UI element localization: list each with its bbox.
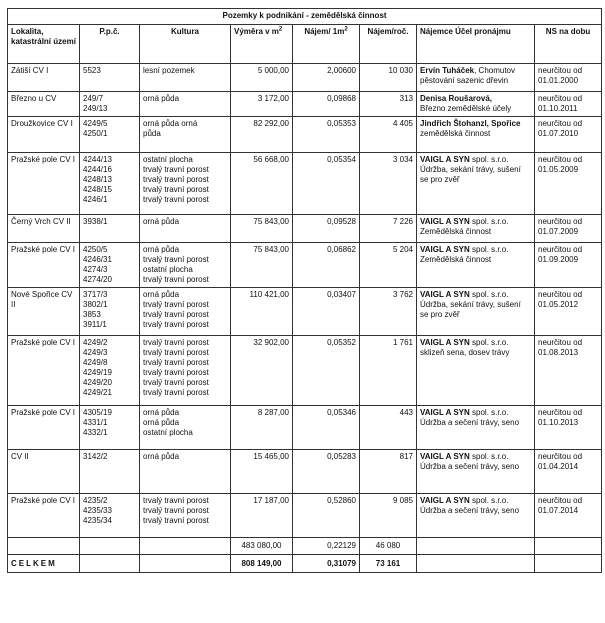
kultura-value: trvalý travní porost — [143, 496, 209, 505]
cell-najem-m2: 0,05346 — [293, 406, 360, 450]
kultura-value: trvalý travní porost — [143, 300, 209, 309]
cell-vymera: 75 843,00 — [231, 243, 293, 288]
kultura-value: trvalý travní porost — [143, 165, 209, 174]
cell-ppc — [80, 215, 140, 243]
cell-najemce — [417, 64, 535, 92]
kultura-value: trvalý travní porost — [143, 358, 209, 367]
ppc-value: 4235/33 — [83, 506, 112, 515]
cell-lokalita: Nové Spořice CV II — [8, 288, 80, 336]
land-lease-table — [7, 8, 602, 573]
cell-lokalita: Černý Vrch CV II — [8, 215, 80, 243]
cell-najem-roc: 5 204 — [360, 243, 417, 288]
cell-lokalita: Pražské pole CV I — [8, 153, 80, 215]
cell-najemce — [417, 92, 535, 117]
table-title: Pozemky k podnikání - zemědělská činnost — [8, 9, 602, 25]
kultura-value: půda — [143, 129, 161, 138]
subtotal-vymera: 483 080,00 — [231, 538, 293, 555]
najemce-name: VAIGL A SYN — [420, 408, 470, 417]
cell-ns: neurčitou od 01.07.2009 — [535, 215, 602, 243]
kultura-value: trvalý travní porost — [143, 185, 209, 194]
cell-najemce — [417, 215, 535, 243]
header-vymera: Výměra v $m^2$ — [231, 25, 293, 64]
table-row — [8, 117, 602, 153]
kultura-value: orná půda — [143, 408, 180, 417]
cell-vymera: 5 000,00 — [231, 64, 293, 92]
ucel-pronajmu: Zemědělská činnost — [420, 227, 492, 236]
cell-ppc — [80, 288, 140, 336]
cell-ns: neurčitou od 01.04.2014 — [535, 450, 602, 494]
cell-ppc — [80, 64, 140, 92]
table-row — [8, 406, 602, 450]
cell-najem-roc: 10 030 — [360, 64, 417, 92]
cell-najem-roc: 3 034 — [360, 153, 417, 215]
kultura-value: trvalý travní porost — [143, 338, 209, 347]
cell-ns: neurčitou od 01.10.2011 — [535, 92, 602, 117]
cell-najem-m2: 0,05352 — [293, 336, 360, 406]
table-row — [8, 288, 602, 336]
cell-ns: neurčitou od 01.07.2014 — [535, 494, 602, 538]
cell-ppc — [80, 450, 140, 494]
cell-najem-m2: 2,00600 — [293, 64, 360, 92]
najemce-rest: spol. s.r.o. — [469, 452, 509, 461]
total-empty-2 — [140, 555, 231, 573]
ppc-value: 4305/19 — [83, 408, 112, 417]
ppc-value: 249/7 — [83, 94, 104, 103]
najemce-name: VAIGL A SYN — [420, 452, 470, 461]
cell-ns: neurčitou od 01.09.2009 — [535, 243, 602, 288]
najemce-name: Ervín Tuháček — [420, 66, 475, 75]
ucel-pronajmu: Zemědělská činnost — [420, 255, 492, 264]
kultura-value: orná půda — [143, 290, 180, 299]
cell-ppc — [80, 406, 140, 450]
ppc-value: 4246/1 — [83, 195, 108, 204]
kultura-value: trvalý travní porost — [143, 195, 209, 204]
kultura-value: orná půda — [143, 94, 180, 103]
ucel-pronajmu: Údržba a sečení trávy, seno — [420, 506, 520, 515]
subtotal-empty-3 — [140, 538, 231, 555]
cell-najem-m2: 0,52860 — [293, 494, 360, 538]
subtotal-row — [8, 538, 602, 555]
najemce-rest: spol. s.r.o. — [469, 290, 509, 299]
najemce-rest: , Chomutov — [474, 66, 515, 75]
najemce-name: Jindřich Štohanzl, Spořice — [420, 119, 521, 128]
header-najem-m2-text: Nájem/ 1m — [304, 27, 345, 36]
ucel-pronajmu: Březno zemědělské účely — [420, 104, 512, 113]
cell-najemce — [417, 288, 535, 336]
ppc-value: 249/13 — [83, 104, 108, 113]
cell-najem-roc: 817 — [360, 450, 417, 494]
subtotal-empty-2 — [80, 538, 140, 555]
ucel-pronajmu: Údržba, sekání trávy, sušení se pro zvěř — [420, 165, 521, 184]
najemce-rest: spol. s.r.o. — [469, 245, 509, 254]
kultura-value: trvalý travní porost — [143, 348, 209, 357]
table-row — [8, 64, 602, 92]
najemce-rest: spol. s.r.o. — [469, 408, 509, 417]
cell-lokalita: Pražské pole CV I — [8, 406, 80, 450]
table-body — [8, 64, 602, 538]
ppc-value: 3938/1 — [83, 217, 108, 226]
total-empty-1 — [80, 555, 140, 573]
cell-najem-m2: 0,05354 — [293, 153, 360, 215]
ucel-pronajmu: Údržba a sečení trávy, seno — [420, 462, 520, 471]
cell-najem-m2: 0,09528 — [293, 215, 360, 243]
cell-najem-roc: 3 762 — [360, 288, 417, 336]
cell-kultura — [140, 64, 231, 92]
cell-najemce — [417, 406, 535, 450]
cell-kultura — [140, 215, 231, 243]
najemce-rest: spol. s.r.o. — [469, 338, 509, 347]
kultura-value: orná půda orná — [143, 119, 198, 128]
cell-kultura — [140, 406, 231, 450]
ppc-value: 4246/31 — [83, 255, 112, 264]
ppc-value: 4249/19 — [83, 368, 112, 377]
cell-lokalita: Zátiší CV I — [8, 64, 80, 92]
cell-najem-m2: 0,05283 — [293, 450, 360, 494]
ppc-value: 4250/1 — [83, 129, 108, 138]
cell-najemce — [417, 117, 535, 153]
ucel-pronajmu: sklizeň sena, dosev trávy — [420, 348, 510, 357]
ppc-value: 5523 — [83, 66, 101, 75]
cell-najem-roc: 7 226 — [360, 215, 417, 243]
kultura-value: trvalý travní porost — [143, 378, 209, 387]
ppc-value: 3717/3 — [83, 290, 108, 299]
najemce-name: VAIGL A SYN — [420, 217, 470, 226]
ppc-value: 4249/21 — [83, 388, 112, 397]
cell-najemce — [417, 336, 535, 406]
ppc-value: 4249/20 — [83, 378, 112, 387]
ucel-pronajmu: Údržba, sekání trávy, sušení se pro zvěř — [420, 300, 521, 319]
header-ppc: P.p.č. — [80, 25, 140, 64]
cell-lokalita: Pražské pole CV I — [8, 336, 80, 406]
cell-ns: neurčitou od 01.05.2009 — [535, 153, 602, 215]
cell-najem-m2: 0,03407 — [293, 288, 360, 336]
table-row — [8, 215, 602, 243]
ppc-value: 4235/34 — [83, 516, 112, 525]
kultura-value: trvalý travní porost — [143, 255, 209, 264]
cell-lokalita: CV II — [8, 450, 80, 494]
cell-vymera: 32 902,00 — [231, 336, 293, 406]
cell-najemce — [417, 243, 535, 288]
total-empty-4 — [535, 555, 602, 573]
cell-vymera: 56 668,00 — [231, 153, 293, 215]
ucel-pronajmu: Údržba a sečení trávy, seno — [420, 418, 520, 427]
ppc-value: 4244/16 — [83, 165, 112, 174]
najemce-rest: spol. s.r.o. — [469, 155, 509, 164]
ppc-value: 4235/2 — [83, 496, 108, 505]
kultura-value: trvalý travní porost — [143, 516, 209, 525]
cell-ppc — [80, 153, 140, 215]
subtotal-empty-5 — [535, 538, 602, 555]
cell-lokalita: Pražské pole CV I — [8, 243, 80, 288]
total-najem-roc: 73 161 — [360, 555, 417, 573]
ppc-value: 4244/13 — [83, 155, 112, 164]
ppc-value: 3802/1 — [83, 300, 108, 309]
cell-ns: neurčitou od 01.05.2012 — [535, 288, 602, 336]
kultura-value: trvalý travní porost — [143, 310, 209, 319]
cell-najem-roc: 313 — [360, 92, 417, 117]
cell-ns: neurčitou od 01.10.2013 — [535, 406, 602, 450]
cell-najem-m2: 0,09868 — [293, 92, 360, 117]
cell-vymera: 75 843,00 — [231, 215, 293, 243]
subtotal-empty-4 — [417, 538, 535, 555]
kultura-value: ostatní plocha — [143, 265, 193, 274]
header-najem-m2: Nájem/ $1m^2$ — [293, 25, 360, 64]
cell-lokalita: Březno u CV — [8, 92, 80, 117]
subtotal-empty-1 — [8, 538, 80, 555]
kultura-value: lesní pozemek — [143, 66, 195, 75]
najemce-rest: spol. s.r.o. — [469, 217, 509, 226]
table-row — [8, 336, 602, 406]
cell-kultura — [140, 153, 231, 215]
cell-vymera: 110 421,00 — [231, 288, 293, 336]
cell-najem-roc: 443 — [360, 406, 417, 450]
header-najemce: Nájemce Účel pronájmu — [417, 25, 535, 64]
ppc-value: 3911/1 — [83, 320, 107, 329]
cell-najem-roc: 1 761 — [360, 336, 417, 406]
ppc-value: 4248/13 — [83, 175, 112, 184]
header-lokalita: Lokalita, katastrální území — [8, 25, 80, 64]
ppc-value: 3853 — [83, 310, 101, 319]
kultura-value: trvalý travní porost — [143, 175, 209, 184]
cell-kultura — [140, 336, 231, 406]
ppc-value: 4331/1 — [83, 418, 108, 427]
cell-kultura — [140, 92, 231, 117]
najemce-rest: spol. s.r.o. — [469, 496, 509, 505]
total-empty-3 — [417, 555, 535, 573]
kultura-value: orná půda — [143, 452, 180, 461]
header-ns: NS na dobu — [535, 25, 602, 64]
ppc-value: 4249/5 — [83, 119, 108, 128]
cell-najem-roc: 9 085 — [360, 494, 417, 538]
cell-najem-m2: 0,05353 — [293, 117, 360, 153]
header-kultura: Kultura — [140, 25, 231, 64]
cell-lokalita: Pražské pole CV I — [8, 494, 80, 538]
table-row — [8, 494, 602, 538]
subtotal-najem-m2: 0,22129 — [293, 538, 360, 555]
cell-vymera: 3 172,00 — [231, 92, 293, 117]
cell-vymera: 8 287,00 — [231, 406, 293, 450]
kultura-value: trvalý travní porost — [143, 275, 209, 284]
cell-ppc — [80, 117, 140, 153]
kultura-value: trvalý travní porost — [143, 320, 209, 329]
najemce-name: VAIGL A SYN — [420, 155, 470, 164]
najemce-name: VAIGL A SYN — [420, 245, 470, 254]
table-row — [8, 450, 602, 494]
cell-kultura — [140, 494, 231, 538]
cell-ns: neurčitou od 01.07.2010 — [535, 117, 602, 153]
cell-najemce — [417, 450, 535, 494]
table-row — [8, 153, 602, 215]
cell-ppc — [80, 243, 140, 288]
ppc-value: 4332/1 — [83, 428, 108, 437]
cell-ppc — [80, 336, 140, 406]
kultura-value: ostatní plocha — [143, 428, 193, 437]
ppc-value: 3142/2 — [83, 452, 108, 461]
total-najem-m2: 0,31079 — [293, 555, 360, 573]
cell-najemce — [417, 153, 535, 215]
header-najem-roc: Nájem/roč. — [360, 25, 417, 64]
najemce-name: VAIGL A SYN — [420, 338, 470, 347]
kultura-value: orná půda — [143, 217, 180, 226]
ppc-value: 4274/3 — [83, 265, 108, 274]
header-vymera-text: Výměra v m — [234, 27, 279, 36]
total-vymera: 808 149,00 — [231, 555, 293, 573]
ppc-value: 4249/8 — [83, 358, 108, 367]
cell-vymera: 17 187,00 — [231, 494, 293, 538]
ppc-value: 4274/20 — [83, 275, 112, 284]
cell-najem-roc: 4 405 — [360, 117, 417, 153]
cell-kultura — [140, 117, 231, 153]
najemce-name: VAIGL A SYN — [420, 496, 470, 505]
najemce-name: Denisa Roušarová, — [420, 94, 493, 103]
kultura-value: orná půda — [143, 245, 180, 254]
cell-ns: neurčitou od 01.08.2013 — [535, 336, 602, 406]
ucel-pronajmu: zemědělská činnost — [420, 129, 491, 138]
cell-najem-m2: 0,06862 — [293, 243, 360, 288]
cell-kultura — [140, 450, 231, 494]
cell-kultura — [140, 288, 231, 336]
ppc-value: 4248/15 — [83, 185, 112, 194]
najemce-name: VAIGL A SYN — [420, 290, 470, 299]
cell-kultura — [140, 243, 231, 288]
ucel-pronajmu: pěstování sazenic dřevin — [420, 76, 509, 85]
kultura-value: trvalý travní porost — [143, 368, 209, 377]
cell-najemce — [417, 494, 535, 538]
cell-ns: neurčitou od 01.01.2000 — [535, 64, 602, 92]
table-row — [8, 92, 602, 117]
kultura-value: trvalý travní porost — [143, 506, 209, 515]
subtotal-najem-roc: 46 080 — [360, 538, 417, 555]
table-row — [8, 243, 602, 288]
total-label: CELKEM — [8, 555, 80, 573]
cell-vymera: 82 292,00 — [231, 117, 293, 153]
kultura-value: trvalý travní porost — [143, 388, 209, 397]
ppc-value: 4249/3 — [83, 348, 108, 357]
cell-ppc — [80, 494, 140, 538]
cell-ppc — [80, 92, 140, 117]
total-row — [8, 555, 602, 573]
kultura-value: ostatní plocha — [143, 155, 193, 164]
ppc-value: 4249/2 — [83, 338, 108, 347]
kultura-value: orná půda — [143, 418, 180, 427]
ppc-value: 4250/5 — [83, 245, 108, 254]
cell-lokalita: Droužkovice CV I — [8, 117, 80, 153]
cell-vymera: 15 465,00 — [231, 450, 293, 494]
